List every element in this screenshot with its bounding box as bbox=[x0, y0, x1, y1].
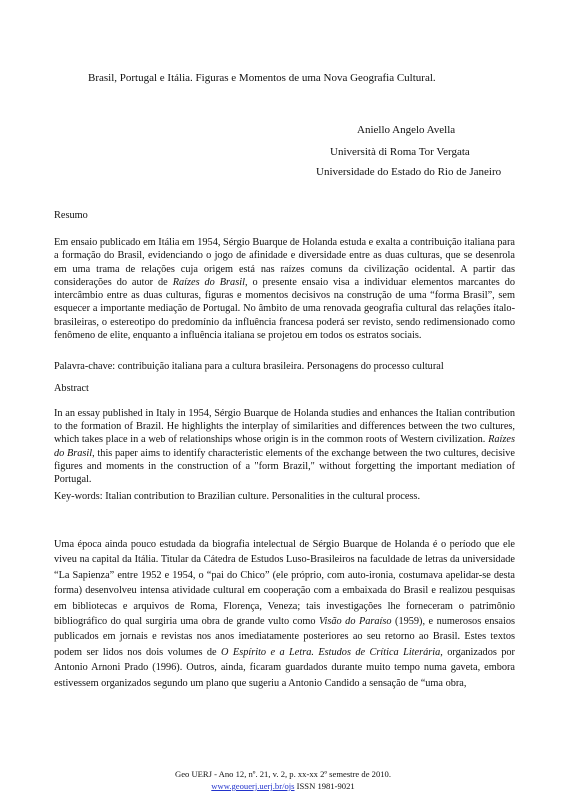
footer-issn: ISSN 1981-9021 bbox=[294, 781, 355, 791]
resumo-paragraph bbox=[54, 236, 515, 342]
intro-book-title-1: Visão do Paraíso bbox=[319, 616, 392, 628]
footer-journal-info: Geo UERJ - Ano 12, nº. 21, v. 2, p. xx-xx 2º semestre de 2010. bbox=[174, 769, 391, 779]
footer-link-line bbox=[0, 780, 566, 792]
author-affiliation-rio: Universidade do Estado do Rio de Janeiro bbox=[316, 166, 502, 178]
resumo-book-title: Raízes do Brasil bbox=[172, 276, 245, 288]
abstract-paragraph bbox=[54, 407, 515, 486]
abstract-book-title: Raízes do Brasil bbox=[54, 434, 515, 459]
keywords-english: Key-words: Italian contribution to Brazilian culture. Personalities in the cultural process. bbox=[54, 491, 421, 502]
intro-text-3: , organizados por Antonio Arnoni Prado (1996). Outros, ainda, ficaram guardados durante muito tempo numa gaveta, embora estivessem organizados segundo um plano que sugeriu a Antonio Candido a sensação de “uma obra, bbox=[54, 646, 515, 689]
abstract-text-2: , this paper aims to identify characteristic elements of the exchange between the two cultures, decisive figures and moments in the construction of a "form Brazil," without forgetting the important mediation of Portugal. bbox=[54, 447, 515, 486]
intro-text-1: Uma época ainda pouco estudada da biografia intelectual de Sérgio Buarque de Holanda é o período que ele viveu na capital da Itália. Titular da Cátedra de Estudos Luso-Brasileiros na faculdade de letras da universidade “La Sapienza” entre 1952 e 1954, o “pai do Chico” (ele próprio, com auto-ironia, costumava apelidar-se desta forma) desenvolveu intensa atividade cultural em cooperação com a embaixada do Brasil e realizou pesquisas em bibliotecas e arquivos de Roma, Florença, Veneza; tais investigações lhe forneceram o patrimônio bibliográfico do qual surgiria uma obra de grande vulto como bbox=[54, 539, 515, 628]
abstract-heading: Abstract bbox=[54, 383, 89, 394]
resumo-text-2: , o presente ensaio visa a individuar elementos marcantes do intercâmbio entre as duas culturas, figuras e momentos decisivos na construção de uma “forma Brasil”, sem esquecer a importante mediação de Portugal. No âmbito de uma renovada geografia cultural das relações ítalo-brasileiras, o estereotipo do predomínio da influência francesa poderá ser revisto, sendo redimensionado como fenômeno de elite, enquanto a influência italiana se projetou em todos os estratos sociais. bbox=[54, 276, 515, 342]
author-name: Aniello Angelo Avella bbox=[357, 124, 456, 136]
footer-journal-link[interactable]: www.geouerj.uerj.br/ojs bbox=[211, 781, 295, 791]
keywords-portuguese: Palavra-chave: contribuição italiana para a cultura brasileira. Personagens do processo cultural bbox=[54, 361, 444, 372]
abstract-text-1: In an essay published in Italy in 1954, Sérgio Buarque de Holanda studies and enhances the Italian contribution to the formation of Brazil. He highlights the interplay of similarities and differences between the two cultures, which takes place in a web of relationships whose origin is in the common roots of Western civilization. bbox=[54, 408, 515, 446]
intro-text-2: (1959), e numerosos ensaios publicados em jornais e revistas nos anos imediatamente posteriores ao seu retorno ao Brasil. Estes textos podem ser lidos nos dois volumes de bbox=[54, 616, 515, 658]
intro-book-title-2: O Espírito e a Letra. Estudos de Crítica Literária bbox=[221, 646, 441, 658]
author-affiliation-rome: Università di Roma Tor Vergata bbox=[330, 146, 470, 158]
resumo-heading: Resumo bbox=[54, 210, 88, 221]
paper-title: Brasil, Portugal e Itália. Figuras e Momentos de uma Nova Geografia Cultural. bbox=[88, 72, 436, 84]
resumo-text-1: Em ensaio publicado em Itália em 1954, Sérgio Buarque de Holanda estuda e exalta a contribuição italiana para a formação do Brasil, evidenciando o jogo de afinidade e diversidade entre as duas culturas, que se desenrola em uma trama de relações cuja origem está nas raízes comuns da civilização ocidental. A partir das considerações do autor de bbox=[54, 237, 515, 288]
intro-paragraph bbox=[54, 537, 515, 691]
